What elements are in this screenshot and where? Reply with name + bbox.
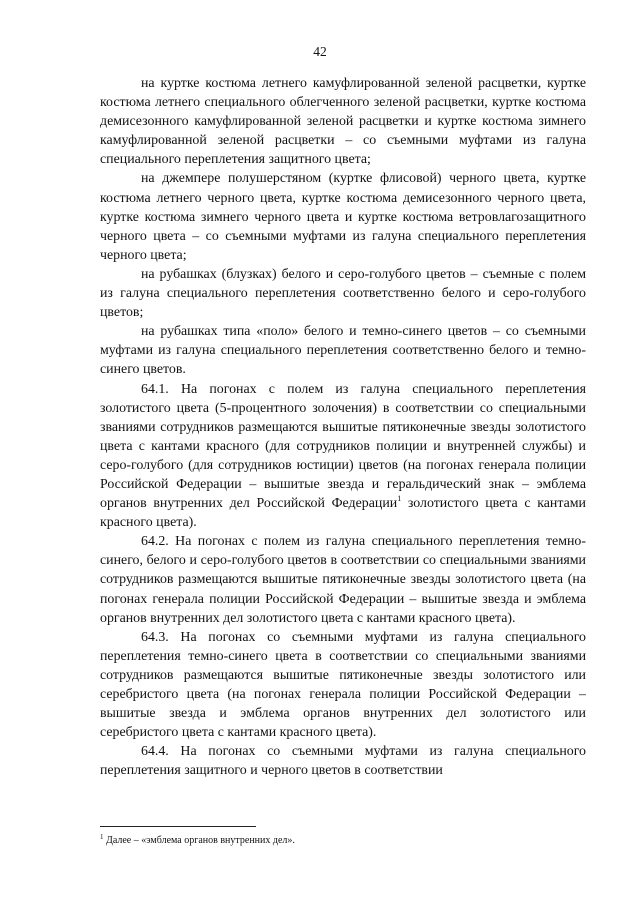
footnote-marker: 1 (100, 833, 104, 841)
paragraph-64-1 (100, 380, 586, 533)
paragraph-text: 64.1. На погонах с полем из галуна специального переплетения золотистого цвета (5-процентного золочения) в соответствии со специальными званиями сотрудников размещаются вышитые пятиконечные звезды золотистого цвета с кантами красного (для сотрудников полиции и внутренней службы) и серо-голубого (для сотрудников юстиции) цветов (на погонах генерала полиции Российской Федерации – вышитые звезда и геральдический знак – эмблема органов внутренних дел Российской Федерации (100, 381, 586, 512)
paragraph-64-2: 64.2. На погонах с полем из галуна специального переплетения темно-синего, белого и серо-голубого цветов в соответствии со специальными званиями сотрудников размещаются вышитые пятиконечные звезды золотистого цвета (на погонах генерала полиции Российской Федерации – вышитые звезда и эмблема органов внутренних дел золотистого цвета с кантами красного цвета). (100, 534, 586, 626)
document-body (100, 74, 586, 780)
footnote (100, 834, 586, 847)
paragraph: на куртке костюма летнего камуфлированной зеленой расцветки, куртке костюма летнего специального облегченного зеленой расцветки, куртке костюма демисезонного камуфлированной зеленой расцветки и куртке костюма зимнего камуфлированной зеленой расцветки – со съемными муфтами из галуна специального переплетения защитного цвета; (100, 76, 586, 168)
paragraph: на джемпере полушерстяном (куртке флисовой) черного цвета, куртке костюма летнего черного цвета, куртке костюма демисезонного черного цвета, куртке костюма зимнего черного цвета и куртке костюма ветровлагозащитного черного цвета – со съемными муфтами из галуна специального переплетения черного цвета; (100, 171, 586, 263)
footnote-reference[interactable]: 1 (397, 494, 402, 504)
paragraph-64-4: 64.4. На погонах со съемными муфтами из галуна специального переплетения защитного и черного цветов в соответствии (100, 744, 586, 779)
paragraph: на рубашках типа «поло» белого и темно-синего цветов – со съемными муфтами из галуна специального переплетения соответственно белого и темно-синего цветов. (100, 324, 586, 378)
footnote-text: Далее – «эмблема органов внутренних дел». (103, 835, 295, 846)
page-number: 42 (313, 44, 327, 59)
paragraph: на рубашках (блузках) белого и серо-голубого цветов – съемные с полем из галуна специального переплетения соответственно белого и серо-голубого цветов; (100, 266, 586, 321)
paragraph-text-tail: золотистого цвета с кантами красного цвета). (100, 496, 586, 531)
paragraph-64-3: 64.3. На погонах со съемными муфтами из галуна специального переплетения темно-синего цвета в соответствии со специальными званиями сотрудников размещаются вышитые пятиконечные звезды золотистого или серебристого цвета (на погонах генерала полиции Российской Федерации – вышитые звезда и эмблема органов внутренних дел золотистого или серебристого цвета с кантами красного цвета). (100, 629, 586, 741)
footnote-separator (100, 826, 256, 827)
